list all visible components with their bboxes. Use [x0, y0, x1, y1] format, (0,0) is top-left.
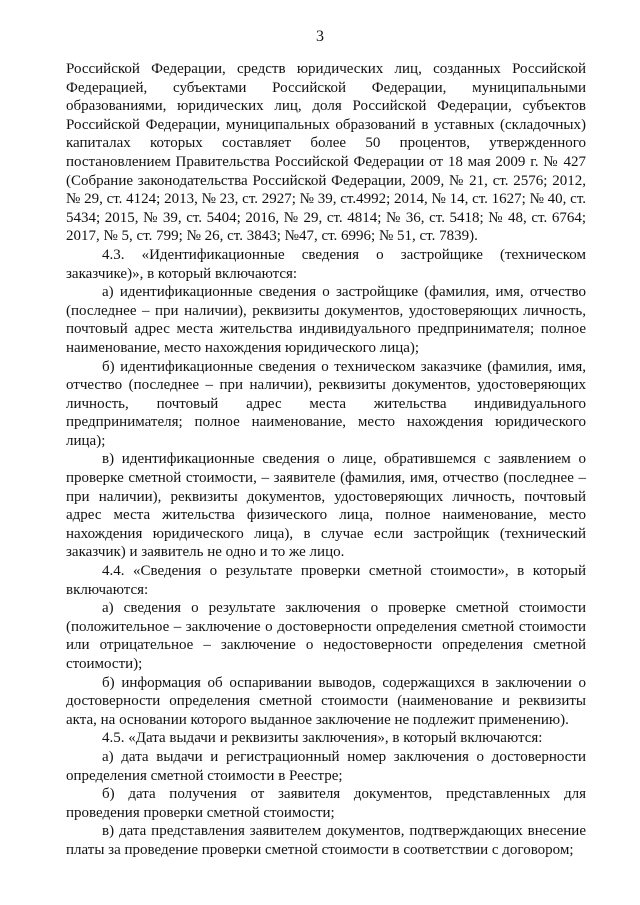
paragraph-4-3-b: б) идентификационные сведения о техническом заказчике (фамилия, имя, отчество (последнее – при наличии), реквизиты документов, удостоверяющих личность, почтовый адрес места жительства индивидуального предпринимателя; полное наименование, место нахождения юридического лица); — [66, 358, 586, 449]
paragraph-4-4-b: б) информация об оспаривании выводов, содержащихся в заключении о достоверности определения сметной стоимости (наименование и реквизиты акта, на основании которого выданное заключение не подлежит применению). — [66, 674, 586, 728]
document-body — [66, 60, 586, 860]
paragraph-4-4-heading: 4.4. «Сведения о результате проверки сметной стоимости», в который включаются: — [66, 563, 586, 598]
paragraph-4-5-b: б) дата получения от заявителя документов, представленных для проведения проверки сметной стоимости; — [66, 786, 586, 821]
page-number: 3 — [316, 28, 324, 45]
paragraph-4-5-v: в) дата представления заявителем документов, подтверждающих внесение платы за проведение проверки сметной стоимости в соответствии с договором; — [66, 823, 586, 858]
paragraph-4-3-a: а) идентификационные сведения о застройщике (фамилия, имя, отчество (последнее – при наличии), реквизиты документов, удостоверяющих личность, почтовый адрес места жительства индивидуального предпринимателя; полное наименование, место нахождения юридического лица); — [66, 284, 586, 356]
paragraph-4-3-v: в) идентификационные сведения о лице, обратившемся с заявлением о проверке сметной стоимости, – заявителе (фамилия, имя, отчество (последнее – при наличии), реквизиты документов, удостоверяющих личность, почтовый адрес места жительства физического лица, полное наименование, место нахождения юридического лица), в случае если застройщик (технический заказчик) и заявитель не одно и то же лицо. — [66, 451, 586, 561]
paragraph-continuation: Российской Федерации, средств юридических лиц, созданных Российской Федерацией, субъектами Российской Федерации, муниципальными образованиями, юридических лиц, доля Российской Федерации, субъектов Российской Федерации, муниципальных образований в уставных (складочных) капиталах которых составляет более 50 процентов, утвержденного постановлением Правительства Российской Федерации от 18 мая 2009 г. № 427 (Собрание законодательства Российской Федерации, 2009, № 21, ст. 2576; 2012, № 29, ст. 4124; 2013, № 23, ст. 2927; № 39, ст.4992; 2014, № 14, ст. 1627; № 40, ст. 5434; 2015, № 39, ст. 5404; 2016, № 29, ст. 4814; № 36, ст. 5418; № 48, ст. 6764; 2017, № 5, ст. 799; № 26, ст. 3843; №47, ст. 6996; № 51, ст. 7839). — [66, 61, 586, 245]
paragraph-4-3-heading: 4.3. «Идентификационные сведения о застройщике (техническом заказчике)», в который включаются: — [66, 246, 586, 282]
paragraph-4-4-a: а) сведения о результате заключения о проверке сметной стоимости (положительное – заключение о достоверности определения сметной стоимости или отрицательное – заключение о недостоверности определения сметной стоимости); — [66, 600, 586, 672]
paragraph-4-5-heading: 4.5. «Дата выдачи и реквизиты заключения», в который включаются: — [102, 730, 543, 747]
paragraph-4-5-a: а) дата выдачи и регистрационный номер заключения о достоверности определения сметной стоимости в Реестре; — [66, 748, 586, 784]
